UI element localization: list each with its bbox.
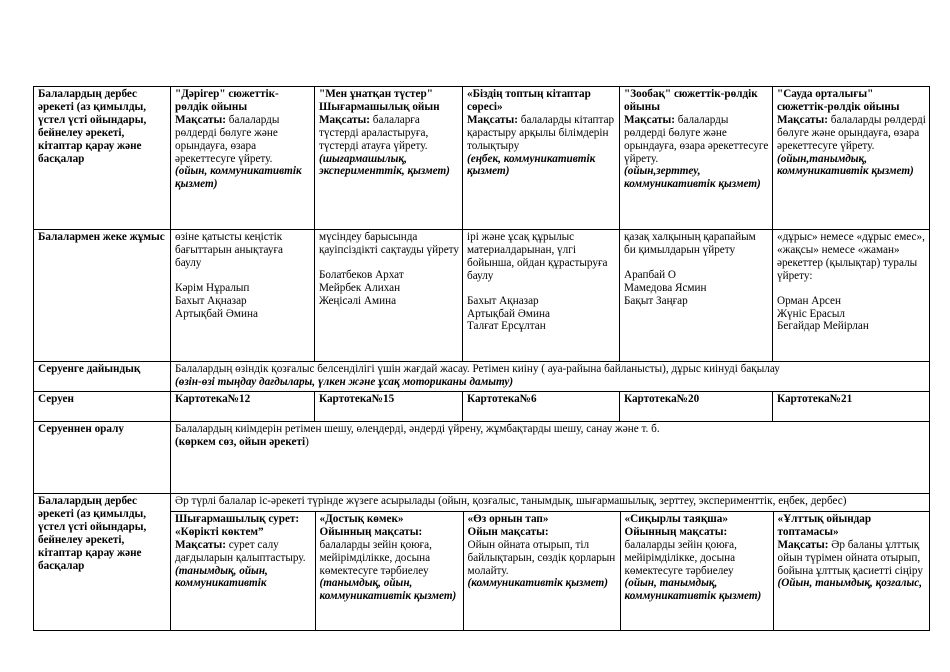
activity-title: «Достық көмек» xyxy=(319,512,404,525)
goal-text: балаларды рөлдерді бөлуге және орындауға, өзара әрекеттесуге үйрету. xyxy=(175,113,280,165)
child-name: Кәрім Нұралып xyxy=(175,281,250,294)
activity-title: "Сауда орталығы" сюжеттік-рөлдік ойыны xyxy=(777,88,900,113)
child-name: Мейрбек Алихан xyxy=(319,281,401,294)
individual-cell xyxy=(773,230,930,362)
goal-label: Мақсаты: xyxy=(467,113,518,126)
daily-plan-table xyxy=(33,86,930,631)
goal-label: Мақсаты: xyxy=(624,113,675,126)
activity-tag: (танымдық, ойын, коммуникативтік xyxy=(175,564,268,590)
table-row xyxy=(34,422,930,494)
child-name: Бахыт Ақназар xyxy=(175,294,247,307)
return-tag-end: ) xyxy=(305,435,309,448)
walk-card: Картотека№20 xyxy=(620,392,773,422)
activity-cell xyxy=(773,512,930,630)
child-name: Мамедова Ясмин xyxy=(624,281,707,294)
child-name: Жеңісәлі Амина xyxy=(319,294,397,307)
row-label-independent-activity-2: Балалардың дербес әрекеті (аз қимылды, үстел үсті ойындары, бейнелеу әрекеті, кітаптар қарау және басқалар xyxy=(34,494,171,631)
row-label-walk: Серуен xyxy=(34,392,171,422)
activity-cell xyxy=(171,512,315,630)
goal-label: Мақсаты: xyxy=(319,113,370,126)
individual-cell xyxy=(315,230,463,362)
activity-subtitle: Ойын мақсаты: xyxy=(467,525,549,538)
child-name: Бегайдар Мейірлан xyxy=(777,320,869,333)
table-row xyxy=(34,362,930,392)
activity-title: «Өз орнын тап» xyxy=(467,512,549,525)
independent2-cell xyxy=(171,494,930,631)
individual-cell xyxy=(463,230,620,362)
individual-task: мүсіндеу барысында қауіпсіздікті сақтауды үйрету xyxy=(319,231,459,256)
walk-prep-text: Балалардың өзіндік қозғалыс белсенділігі үшін жағдай жасау. Ретімен киіну ( ауа-райына байланысты), дұрыс киінуді бақылау xyxy=(175,363,780,375)
activity-title: "Дәрігер" сюжеттік-рөлдік ойыны xyxy=(175,88,279,113)
activity-tag: (ойын, коммуникативтік қызмет) xyxy=(175,165,302,191)
activity-tag: (еңбек, коммуникативтік қызмет) xyxy=(467,152,596,178)
activity-subtitle: «Көрікті көктем” xyxy=(175,525,264,538)
individual-cell xyxy=(620,230,773,362)
walk-prep-tag: (өзін-өзі тыңдау дағдылары, үлкен және ұсақ моториканы дамыту) xyxy=(175,375,514,388)
individual-task: өзіне қатысты кеңістік бағыттарын анықтауға баулу xyxy=(175,231,284,269)
goal-text: Әр баланы ұлттық ойын түрімен ойната отырып, бойына ұлттық қасиетті сіңіру xyxy=(777,538,923,577)
child-name: Арапбай О xyxy=(624,268,676,281)
goal-label: Мақсаты: xyxy=(777,538,829,551)
goal-text: балаларды зейін қоюға, мейірімділікке, досына көмектесуге тәрбиелеу xyxy=(624,538,737,577)
goal-text: балаларды кітаптар қарастыру арқылы білімдерін толықтыру xyxy=(467,113,615,152)
walk-card: Картотека№6 xyxy=(463,392,620,422)
goal-text: балаларды рөлдерді бөлуге және орындауға, өзара әрекеттесуге үйрету. xyxy=(624,113,769,165)
goal-text: балаларға түстерді араластыруға, түстерді атауға үйрету. xyxy=(319,113,429,152)
activity-title: "Зообақ" сюжеттік-рөлдік ойыны xyxy=(624,88,758,113)
activity-cell xyxy=(463,87,620,230)
activity-cell xyxy=(620,512,773,630)
return-text: Балалардың киімдерін ретімен шешу, өлеңдерді, әндерді үйрену, жұмбақтарды шешу, санау және т. б. xyxy=(175,423,660,435)
activity-cell xyxy=(315,512,463,630)
child-name: Артықбай Әмина xyxy=(175,307,258,320)
activity-title: «Ұлттық ойындар топтамасы» xyxy=(777,512,872,538)
child-name: Талғат Ерсұлтан xyxy=(467,320,546,333)
activity-cell xyxy=(773,87,930,230)
activity-cell xyxy=(315,87,463,230)
activity-title: «Біздің топтың кітаптар сөресі» xyxy=(467,88,591,113)
activity-subtitle: Ойынның мақсаты: xyxy=(319,525,423,538)
activity-cell xyxy=(171,87,315,230)
activity-tag: (ойын,танымдық, коммуникативтік қызмет) xyxy=(777,152,914,178)
activity-cell xyxy=(463,512,620,630)
independent2-intro: Әр түрлі балалар іс-әрекеті түрінде жүзеге асырылады (ойын, қозғалыс, танымдық, шығармашылық, зерттеу, эксперименттік, еңбек, дербес) xyxy=(171,494,929,512)
activity-title: "Мен ұнатқан түстер" Шығармашылық ойын xyxy=(319,88,440,113)
row-label-walk-prep: Серуенге дайындық xyxy=(34,362,171,392)
activity-title: «Сиқырлы таяқша» xyxy=(624,512,728,525)
child-name: Орман Арсен xyxy=(777,294,841,307)
goal-text: балаларды зейін қоюға, мейірімділікке, досына көмектесуге тәрбиелеу xyxy=(319,538,432,577)
activity-tag: (ойын, танымдық, коммуникативтік қызмет) xyxy=(624,577,762,603)
goal-text: Ойын ойната отырып, тіл байлықтарын, сөздік қорларын молайту. xyxy=(467,538,616,577)
activity-subtitle: Ойынның мақсаты: xyxy=(624,525,728,538)
child-name: Бақыт Заңғар xyxy=(624,294,688,307)
goal-text: сурет салу дағдыларын қалыптастыру. xyxy=(175,538,306,564)
goal-label: Мақсаты: xyxy=(175,113,226,126)
activity-title: Шығармашылық сурет: xyxy=(175,512,300,525)
activity-tag: (танымдық, ойын, коммуникативтік қызмет) xyxy=(319,577,457,603)
individual-task: қазақ халқының қарапайым би қимылдарын үйрету xyxy=(624,231,756,256)
activity-cell xyxy=(620,87,773,230)
child-name: Артықбай Әмина xyxy=(467,307,550,320)
walk-card: Картотека№21 xyxy=(773,392,930,422)
independent2-subtable xyxy=(171,512,930,630)
table-row xyxy=(34,230,930,362)
individual-task: «дұрыс» немесе «дұрыс емес», «жақсы» немесе «жаман» әрекеттер (қылықтар) туралы үйрету: xyxy=(777,231,925,282)
child-name: Болатбеков Архат xyxy=(319,268,404,281)
row-label-individual-work: Балалармен жеке жұмыс xyxy=(34,230,171,362)
table-row xyxy=(34,87,930,230)
table-row xyxy=(34,494,930,631)
child-name: Бахыт Ақназар xyxy=(467,294,539,307)
walk-card: Картотека№12 xyxy=(171,392,315,422)
row-label-independent-activity: Балалардың дербес әрекеті (аз қимылды, үстел үсті ойындары, бейнелеу әрекеті, кітаптар қарау және басқалар xyxy=(34,87,171,230)
individual-task: ірі және ұсақ құрылыс материалдарынан, үлгі бойынша, ойдан құрастыруға баулу xyxy=(467,231,608,282)
goal-label: Мақсаты: xyxy=(175,538,226,551)
walk-card: Картотека№15 xyxy=(315,392,463,422)
activity-tag: (Ойын, танымдық, қозғалыс, xyxy=(777,577,923,590)
row-label-return: Серуеннен оралу xyxy=(34,422,171,494)
activity-tag: (ойын,зерттеу, коммуникативтік қызмет) xyxy=(624,165,761,191)
individual-cell xyxy=(171,230,315,362)
goal-label: Мақсаты: xyxy=(777,113,828,126)
activity-tag: (коммуникативтік қызмет) xyxy=(467,577,608,590)
goal-text: балаларды рөлдерді бөлуге және орындауға, өзара әрекеттесуге үйрету. xyxy=(777,113,926,152)
return-cell xyxy=(171,422,930,494)
return-tag: (көркем сөз, ойын әрекеті xyxy=(175,435,306,448)
walk-prep-cell xyxy=(171,362,930,392)
table-row xyxy=(34,392,930,422)
child-name: Жүніс Ерасыл xyxy=(777,307,845,320)
activity-tag: (шығармашылық, эксперименттік, қызмет) xyxy=(319,152,450,178)
